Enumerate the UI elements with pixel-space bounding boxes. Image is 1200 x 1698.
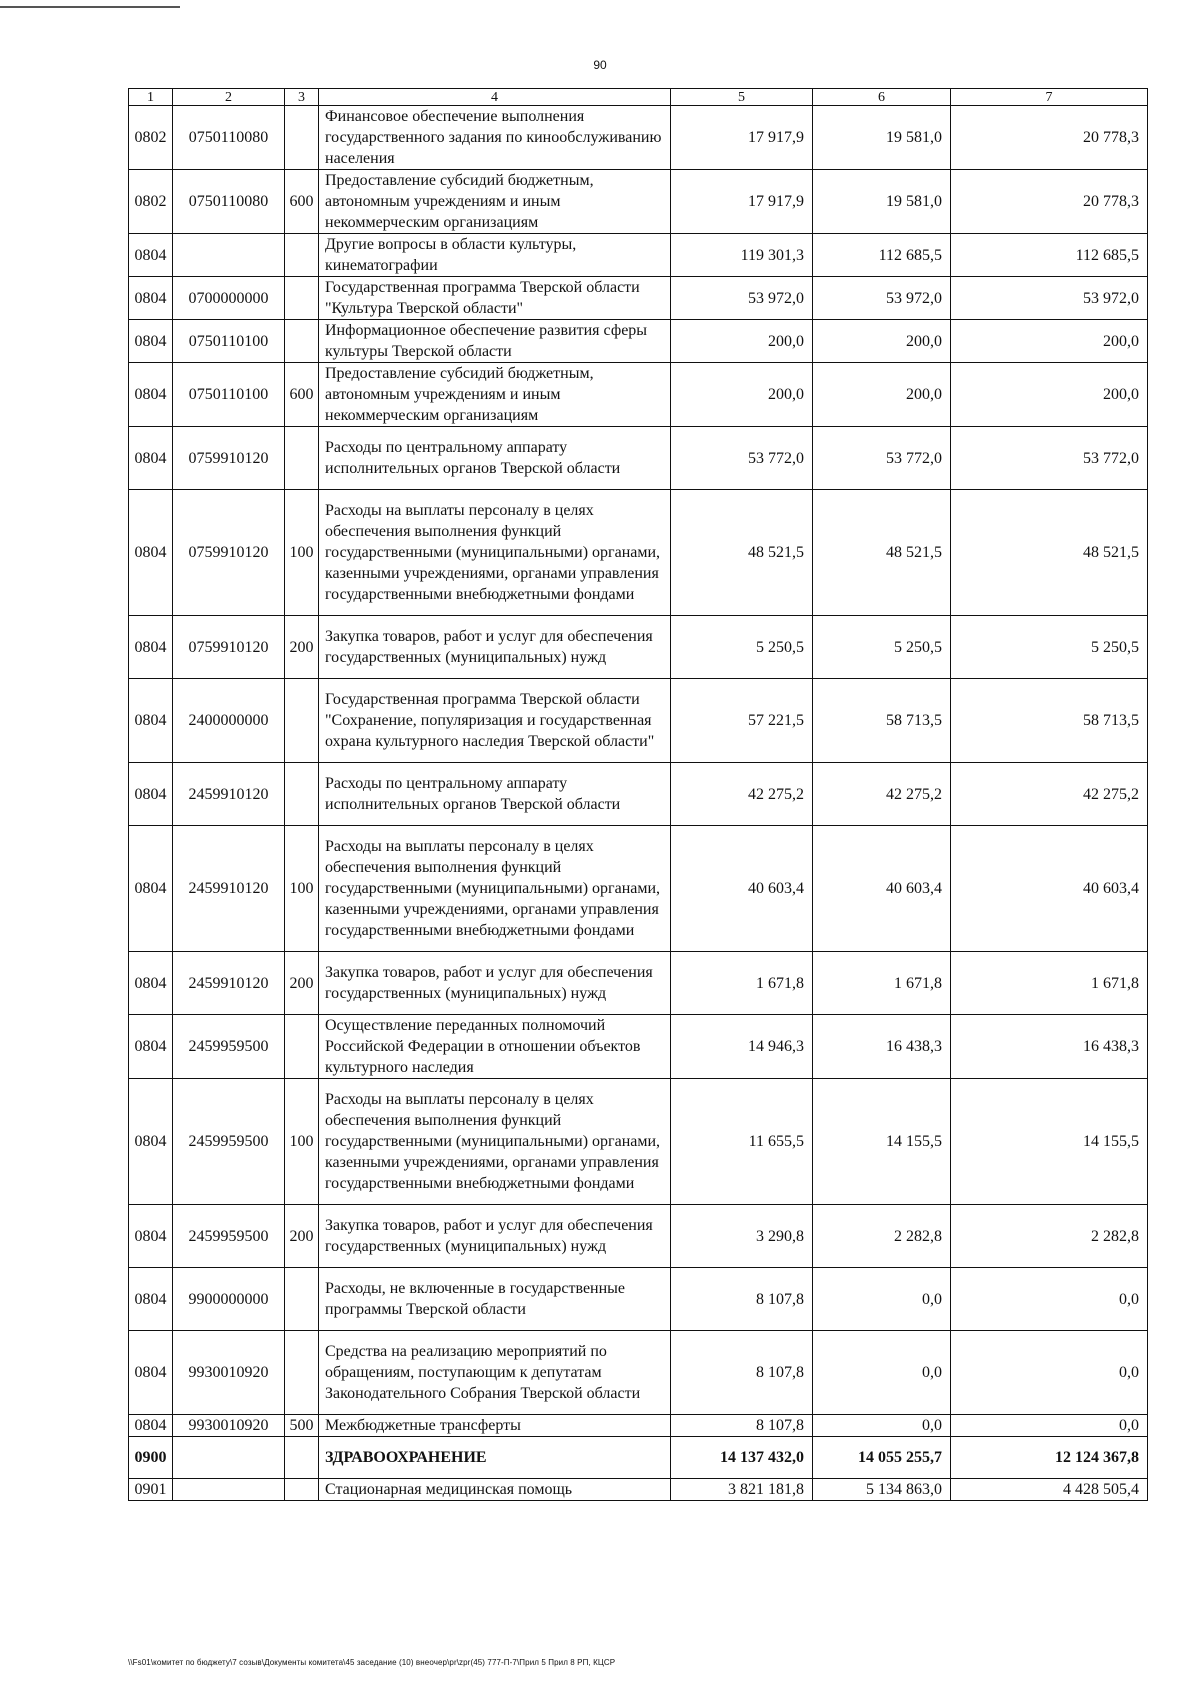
table-row xyxy=(129,1079,1148,1205)
row-value-col7: 53 772,0 xyxy=(951,427,1148,490)
row-target-code: 2459959500 xyxy=(173,1205,285,1268)
row-description: Государственная программа Тверской области "Культура Тверской области" xyxy=(319,277,671,320)
row-section-code: 0804 xyxy=(129,1015,173,1079)
file-path-footer: \\Fs01\комитет по бюджету\7 созыв\Документы комитета\45 заседание (10) внеочер\pr\zpr(45) 777-П-7\Прил 5 Прил 8 РП, КЦСР xyxy=(128,1658,616,1667)
page-number: 90 xyxy=(593,58,607,72)
row-section-code: 0804 xyxy=(129,1079,173,1205)
row-value-col7: 2 282,8 xyxy=(951,1205,1148,1268)
table-row xyxy=(129,952,1148,1015)
row-description: Расходы на выплаты персоналу в целях обеспечения выполнения функций государственными (муниципальными) органами, казенными учреждениями, органами управления государственными внебюджетными фондами xyxy=(319,826,671,952)
row-description: Средства на реализацию мероприятий по обращениям, поступающим к депутатам Законодательного Собрания Тверской области xyxy=(319,1331,671,1415)
row-value-col5: 14 946,3 xyxy=(671,1015,813,1079)
table-row xyxy=(129,320,1148,363)
row-value-col7: 200,0 xyxy=(951,320,1148,363)
row-value-col7: 20 778,3 xyxy=(951,106,1148,170)
row-value-col5: 53 972,0 xyxy=(671,277,813,320)
header-col-1: 1 xyxy=(129,89,173,106)
table-row xyxy=(129,490,1148,616)
row-value-col5: 17 917,9 xyxy=(671,170,813,234)
table-row xyxy=(129,679,1148,763)
row-expense-type: 200 xyxy=(285,1205,319,1268)
row-expense-type: 600 xyxy=(285,363,319,427)
row-expense-type xyxy=(285,106,319,170)
row-value-col5: 53 772,0 xyxy=(671,427,813,490)
header-col-5: 5 xyxy=(671,89,813,106)
row-value-col7: 112 685,5 xyxy=(951,234,1148,277)
row-section-code: 0804 xyxy=(129,1331,173,1415)
row-value-col5: 14 137 432,0 xyxy=(671,1437,813,1479)
row-value-col6: 14 055 255,7 xyxy=(813,1437,951,1479)
table-row xyxy=(129,616,1148,679)
row-section-code: 0900 xyxy=(129,1437,173,1479)
row-target-code: 9900000000 xyxy=(173,1268,285,1331)
row-value-col5: 17 917,9 xyxy=(671,106,813,170)
row-value-col6: 0,0 xyxy=(813,1331,951,1415)
row-value-col7: 42 275,2 xyxy=(951,763,1148,826)
row-value-col6: 5 250,5 xyxy=(813,616,951,679)
row-section-code: 0802 xyxy=(129,106,173,170)
row-value-col5: 119 301,3 xyxy=(671,234,813,277)
row-value-col6: 0,0 xyxy=(813,1268,951,1331)
row-target-code: 2459910120 xyxy=(173,826,285,952)
row-section-code: 0804 xyxy=(129,763,173,826)
row-section-code: 0804 xyxy=(129,952,173,1015)
row-section-code: 0804 xyxy=(129,234,173,277)
row-description: Закупка товаров, работ и услуг для обеспечения государственных (муниципальных) нужд xyxy=(319,1205,671,1268)
row-section-code: 0804 xyxy=(129,1205,173,1268)
row-description: Стационарная медицинская помощь xyxy=(319,1479,671,1501)
row-value-col5: 40 603,4 xyxy=(671,826,813,952)
row-expense-type xyxy=(285,277,319,320)
row-value-col5: 200,0 xyxy=(671,320,813,363)
table-row xyxy=(129,1479,1148,1501)
row-section-code: 0804 xyxy=(129,1415,173,1437)
row-target-code: 0750110100 xyxy=(173,320,285,363)
row-expense-type xyxy=(285,1479,319,1501)
row-expense-type xyxy=(285,320,319,363)
table-row xyxy=(129,277,1148,320)
row-description: Межбюджетные трансферты xyxy=(319,1415,671,1437)
row-value-col6: 16 438,3 xyxy=(813,1015,951,1079)
row-description: Осуществление переданных полномочий Российской Федерации в отношении объектов культурного наследия xyxy=(319,1015,671,1079)
row-value-col7: 0,0 xyxy=(951,1331,1148,1415)
row-description: Государственная программа Тверской области "Сохранение, популяризация и государственная охрана культурного наследия Тверской области" xyxy=(319,679,671,763)
row-value-col5: 5 250,5 xyxy=(671,616,813,679)
header-col-7: 7 xyxy=(951,89,1148,106)
row-description: Предоставление субсидий бюджетным, автономным учреждениям и иным некоммерческим организациям xyxy=(319,170,671,234)
row-target-code xyxy=(173,234,285,277)
header-col-3: 3 xyxy=(285,89,319,106)
row-target-code xyxy=(173,1437,285,1479)
row-value-col5: 3 290,8 xyxy=(671,1205,813,1268)
row-value-col7: 0,0 xyxy=(951,1415,1148,1437)
row-expense-type: 100 xyxy=(285,490,319,616)
table-row xyxy=(129,106,1148,170)
header-col-2: 2 xyxy=(173,89,285,106)
row-value-col7: 1 671,8 xyxy=(951,952,1148,1015)
row-value-col5: 48 521,5 xyxy=(671,490,813,616)
row-expense-type: 500 xyxy=(285,1415,319,1437)
row-expense-type xyxy=(285,679,319,763)
row-value-col7: 53 972,0 xyxy=(951,277,1148,320)
row-value-col7: 16 438,3 xyxy=(951,1015,1148,1079)
row-value-col6: 48 521,5 xyxy=(813,490,951,616)
header-col-6: 6 xyxy=(813,89,951,106)
row-expense-type xyxy=(285,763,319,826)
row-description: Закупка товаров, работ и услуг для обеспечения государственных (муниципальных) нужд xyxy=(319,952,671,1015)
row-value-col5: 8 107,8 xyxy=(671,1415,813,1437)
row-section-code: 0804 xyxy=(129,363,173,427)
row-value-col6: 2 282,8 xyxy=(813,1205,951,1268)
row-value-col6: 58 713,5 xyxy=(813,679,951,763)
table-row xyxy=(129,1437,1148,1479)
row-value-col6: 42 275,2 xyxy=(813,763,951,826)
row-section-code: 0804 xyxy=(129,490,173,616)
row-value-col7: 40 603,4 xyxy=(951,826,1148,952)
row-expense-type xyxy=(285,1268,319,1331)
row-section-code: 0804 xyxy=(129,277,173,320)
row-expense-type: 200 xyxy=(285,616,319,679)
row-value-col6: 200,0 xyxy=(813,320,951,363)
row-expense-type xyxy=(285,1331,319,1415)
row-value-col6: 112 685,5 xyxy=(813,234,951,277)
row-section-code: 0804 xyxy=(129,616,173,679)
row-section-code: 0802 xyxy=(129,170,173,234)
row-target-code: 0759910120 xyxy=(173,616,285,679)
row-target-code: 0759910120 xyxy=(173,490,285,616)
row-target-code: 2459910120 xyxy=(173,763,285,826)
row-value-col7: 58 713,5 xyxy=(951,679,1148,763)
row-description: ЗДРАВООХРАНЕНИЕ xyxy=(319,1437,671,1479)
header-row xyxy=(129,89,1148,106)
row-target-code: 9930010920 xyxy=(173,1415,285,1437)
row-target-code: 0700000000 xyxy=(173,277,285,320)
table-row xyxy=(129,1331,1148,1415)
row-value-col5: 1 671,8 xyxy=(671,952,813,1015)
row-value-col6: 0,0 xyxy=(813,1415,951,1437)
table-row xyxy=(129,763,1148,826)
row-value-col7: 4 428 505,4 xyxy=(951,1479,1148,1501)
row-value-col7: 20 778,3 xyxy=(951,170,1148,234)
row-section-code: 0901 xyxy=(129,1479,173,1501)
row-value-col5: 8 107,8 xyxy=(671,1268,813,1331)
row-section-code: 0804 xyxy=(129,320,173,363)
row-value-col6: 14 155,5 xyxy=(813,1079,951,1205)
row-value-col6: 5 134 863,0 xyxy=(813,1479,951,1501)
row-description: Расходы по центральному аппарату исполнительных органов Тверской области xyxy=(319,763,671,826)
row-value-col6: 40 603,4 xyxy=(813,826,951,952)
table-row xyxy=(129,170,1148,234)
row-value-col7: 5 250,5 xyxy=(951,616,1148,679)
table-row xyxy=(129,1205,1148,1268)
row-value-col7: 48 521,5 xyxy=(951,490,1148,616)
row-target-code: 0750110080 xyxy=(173,170,285,234)
row-expense-type: 100 xyxy=(285,1079,319,1205)
row-target-code xyxy=(173,1479,285,1501)
row-expense-type: 600 xyxy=(285,170,319,234)
row-description: Другие вопросы в области культуры, кинематографии xyxy=(319,234,671,277)
table-row xyxy=(129,826,1148,952)
row-description: Информационное обеспечение развития сферы культуры Тверской области xyxy=(319,320,671,363)
row-value-col5: 42 275,2 xyxy=(671,763,813,826)
budget-table xyxy=(128,88,1148,1501)
row-value-col7: 0,0 xyxy=(951,1268,1148,1331)
table-row xyxy=(129,427,1148,490)
row-target-code: 2400000000 xyxy=(173,679,285,763)
row-value-col6: 53 772,0 xyxy=(813,427,951,490)
table-row xyxy=(129,363,1148,427)
row-target-code: 2459910120 xyxy=(173,952,285,1015)
table-row xyxy=(129,234,1148,277)
table-row xyxy=(129,1015,1148,1079)
top-edge-line xyxy=(0,6,180,8)
row-value-col7: 14 155,5 xyxy=(951,1079,1148,1205)
table-row xyxy=(129,1415,1148,1437)
row-value-col6: 200,0 xyxy=(813,363,951,427)
row-expense-type xyxy=(285,1437,319,1479)
row-expense-type xyxy=(285,427,319,490)
row-value-col6: 53 972,0 xyxy=(813,277,951,320)
row-value-col7: 200,0 xyxy=(951,363,1148,427)
row-value-col6: 1 671,8 xyxy=(813,952,951,1015)
row-value-col5: 11 655,5 xyxy=(671,1079,813,1205)
row-description: Финансовое обеспечение выполнения государственного задания по кинообслуживанию населения xyxy=(319,106,671,170)
row-value-col5: 8 107,8 xyxy=(671,1331,813,1415)
row-target-code: 9930010920 xyxy=(173,1331,285,1415)
header-col-4: 4 xyxy=(319,89,671,106)
row-description: Расходы на выплаты персоналу в целях обеспечения выполнения функций государственными (муниципальными) органами, казенными учреждениями, органами управления государственными внебюджетными фондами xyxy=(319,1079,671,1205)
row-target-code: 0750110080 xyxy=(173,106,285,170)
row-value-col5: 57 221,5 xyxy=(671,679,813,763)
row-value-col5: 3 821 181,8 xyxy=(671,1479,813,1501)
row-section-code: 0804 xyxy=(129,826,173,952)
row-target-code: 2459959500 xyxy=(173,1079,285,1205)
row-expense-type xyxy=(285,234,319,277)
table-row xyxy=(129,1268,1148,1331)
row-value-col5: 200,0 xyxy=(671,363,813,427)
row-target-code: 0750110100 xyxy=(173,363,285,427)
row-description: Расходы на выплаты персоналу в целях обеспечения выполнения функций государственными (муниципальными) органами, казенными учреждениями, органами управления государственными внебюджетными фондами xyxy=(319,490,671,616)
row-description: Предоставление субсидий бюджетным, автономным учреждениям и иным некоммерческим организациям xyxy=(319,363,671,427)
row-description: Расходы по центральному аппарату исполнительных органов Тверской области xyxy=(319,427,671,490)
row-value-col6: 19 581,0 xyxy=(813,106,951,170)
row-value-col7: 12 124 367,8 xyxy=(951,1437,1148,1479)
row-description: Расходы, не включенные в государственные программы Тверской области xyxy=(319,1268,671,1331)
row-value-col6: 19 581,0 xyxy=(813,170,951,234)
row-expense-type: 200 xyxy=(285,952,319,1015)
row-section-code: 0804 xyxy=(129,679,173,763)
row-section-code: 0804 xyxy=(129,1268,173,1331)
row-expense-type xyxy=(285,1015,319,1079)
row-section-code: 0804 xyxy=(129,427,173,490)
row-target-code: 0759910120 xyxy=(173,427,285,490)
row-description: Закупка товаров, работ и услуг для обеспечения государственных (муниципальных) нужд xyxy=(319,616,671,679)
row-target-code: 2459959500 xyxy=(173,1015,285,1079)
row-expense-type: 100 xyxy=(285,826,319,952)
